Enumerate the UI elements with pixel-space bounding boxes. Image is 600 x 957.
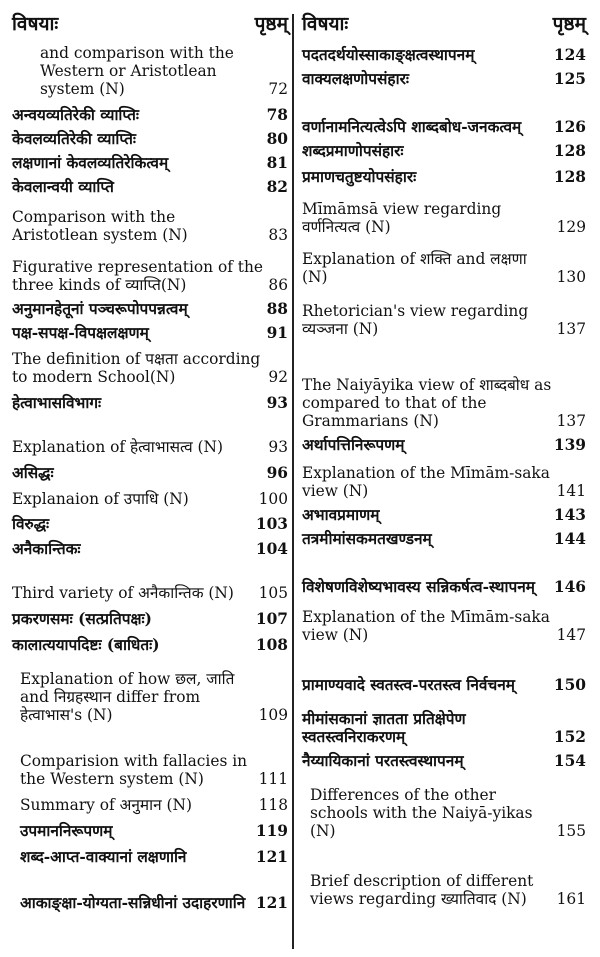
entry-page: 111 [258, 770, 288, 788]
entry-title: Comparision with fallacies in the Western system (N) [20, 752, 248, 788]
entry-page: 93 [268, 438, 288, 456]
entry-page: 124 [553, 46, 586, 64]
toc-entry [302, 840, 586, 908]
entry-page: 143 [553, 506, 586, 524]
entry-page: 150 [553, 676, 586, 694]
entry-page: 107 [255, 610, 288, 628]
entry-title: केवलान्वयी व्याप्ति [12, 178, 114, 196]
contents-column-left [12, 10, 288, 912]
toc-entry [302, 64, 586, 88]
entry-page: 147 [556, 626, 586, 644]
entry-page: 144 [553, 530, 586, 548]
entry-title: and comparison with the Western or Aristotlean system (N) [40, 44, 234, 98]
entry-page: 137 [556, 320, 586, 338]
entry-title: अनुमानहेतूनां पञ्चरूपोपपन्नत्वम् [12, 300, 188, 318]
entry-title: Brief description of different views regarding ख्यातिवाद (N) [310, 872, 534, 908]
toc-entry [302, 186, 586, 236]
toc-entry [12, 654, 288, 724]
entry-page: 105 [258, 584, 288, 602]
entry-title: कालात्ययापदिष्टः (बाधितः) [12, 636, 160, 654]
entry-title: लक्षणानां केवलव्यतिरेकित्वम् [12, 154, 169, 172]
entry-title: Explanaion of उपाधि (N) [12, 490, 189, 508]
entry-title: Mīmāmsā view regarding वर्णनित्यत्व (N) [302, 200, 502, 236]
contents-column-right [302, 10, 586, 908]
entry-page: 86 [268, 276, 288, 294]
entry-page: 83 [268, 226, 288, 244]
header-page: पृष्ठम् [552, 13, 586, 35]
entry-title: वर्णानामनित्यत्वेऽपि शाब्दबोध-जनकत्वम् [302, 118, 522, 136]
toc-entry [12, 124, 288, 148]
entry-title: अनैकान्तिकः [12, 540, 81, 558]
entry-title: Third variety of अनैकान्तिक (N) [12, 584, 234, 602]
entry-page: 72 [268, 80, 288, 98]
entry-page: 109 [258, 706, 288, 724]
entry-title: शब्दप्रमाणोपसंहारः [302, 142, 404, 160]
toc-entry [302, 770, 586, 840]
toc-entry [12, 172, 288, 196]
entry-title: पदतदर्थयोस्साकाङ्क्षत्वस्थापनम् [302, 46, 475, 64]
entry-title: केवलव्यतिरेकी व्याप्तिः [12, 130, 137, 148]
toc-entry [12, 840, 288, 866]
entry-title: विशेषणविशेष्यभावस्य सन्निकर्षत्व-स्थापनम् [302, 578, 535, 596]
entry-page: 104 [255, 540, 288, 558]
entry-title: Explanation of how छल, जाति and निग्रहस्थान differ from हेत्वाभास's (N) [20, 670, 235, 724]
entry-page: 128 [553, 168, 586, 186]
entry-page: 80 [266, 130, 288, 148]
entry-page: 129 [556, 218, 586, 236]
entry-page: 141 [556, 482, 586, 500]
entry-page: 121 [255, 848, 288, 866]
entry-page: 155 [556, 822, 586, 840]
entry-title: आकाङ्क्षा-योग्यता-सन्निधीनां उदाहरणानि [20, 894, 246, 912]
entry-title: Explanation of the Mīmām-saka view (N) [302, 464, 550, 500]
toc-entry [12, 814, 288, 840]
toc-entry [302, 500, 586, 524]
entry-page: 103 [255, 515, 288, 533]
toc-entry [302, 40, 586, 64]
entry-page: 96 [266, 464, 288, 482]
entry-page: 93 [266, 394, 288, 412]
toc-entry [12, 148, 288, 172]
entry-title: The Naiyāyika view of शाब्दबोध as compared to that of the Grammarians (N) [302, 376, 552, 430]
entry-page: 130 [556, 268, 586, 286]
toc-entry [12, 724, 288, 788]
toc-entry [12, 533, 288, 558]
entry-title: अर्थापत्तिनिरूपणम् [302, 436, 405, 454]
entry-title: The definition of पक्षता according to modern School(N) [12, 350, 261, 386]
entry-page: 139 [553, 436, 586, 454]
entry-title: Figurative representation of the three kinds of व्याप्ति(N) [12, 258, 263, 294]
entry-page: 108 [255, 636, 288, 654]
entry-page: 82 [266, 178, 288, 196]
toc-entry [12, 98, 288, 124]
toc-entry [12, 558, 288, 602]
toc-entry [302, 338, 586, 430]
entry-page: 92 [268, 368, 288, 386]
toc-entry [12, 628, 288, 654]
toc-entry [302, 524, 586, 548]
column-header [302, 10, 586, 40]
toc-entry [302, 596, 586, 644]
entry-page: 128 [553, 142, 586, 160]
toc-entry [12, 866, 288, 912]
entry-page: 81 [266, 154, 288, 172]
entry-page: 161 [556, 890, 586, 908]
toc-entry [302, 644, 586, 694]
toc-entry [12, 244, 288, 294]
toc-entry [12, 40, 288, 98]
column-divider [292, 14, 294, 949]
entry-title: अन्वयव्यतिरेकी व्याप्तिः [12, 106, 140, 124]
entry-title: प्रमाणचतुष्टयोपसंहारः [302, 168, 417, 186]
entry-page: 125 [553, 70, 586, 88]
entry-title: अभावप्रमाणम् [302, 506, 380, 524]
entry-page: 118 [258, 796, 288, 814]
entry-title: नैय्यायिकानां परतस्त्वस्थापनम् [302, 752, 464, 770]
entry-title: Differences of the other schools with the Naiyā-yikas (N) [310, 786, 533, 840]
entry-title: असिद्धः [12, 464, 54, 482]
toc-entry [302, 136, 586, 160]
entry-title: वाक्यलक्षणोपसंहारः [302, 70, 409, 88]
entry-title: Comparison with the Aristotlean system (N) [12, 208, 188, 244]
toc-entry [12, 196, 288, 244]
toc-entry [302, 160, 586, 186]
entry-page: 119 [255, 822, 288, 840]
entry-title: पक्ष-सपक्ष-विपक्षलक्षणम् [12, 324, 149, 342]
toc-entry [12, 508, 288, 533]
entry-title: मीमांसकानां ज्ञातता प्रतिक्षेपेण स्वतस्त्वनिराकरणम् [302, 710, 466, 746]
header-subject: विषयाः [302, 13, 349, 35]
entry-page: 146 [553, 578, 586, 596]
toc-entry [302, 746, 586, 770]
toc-entry [12, 386, 288, 412]
entry-page: 88 [266, 300, 288, 318]
entry-page: 126 [553, 118, 586, 136]
entry-title: विरुद्धः [12, 515, 50, 533]
entry-title: Explanation of हेत्वाभासत्व (N) [12, 438, 223, 456]
entry-page: 91 [266, 324, 288, 342]
toc-entry [302, 430, 586, 454]
entry-title: प्रामाण्यवादे स्वतस्त्व-परतस्त्व निर्वचनम् [302, 676, 515, 694]
entry-title: प्रकरणसमः (सत्प्रतिपक्षः) [12, 610, 152, 628]
header-page: पृष्ठम् [254, 13, 288, 35]
entry-title: तत्रमीमांसकमतखण्डनम् [302, 530, 432, 548]
entry-title: Rhetorician's view regarding व्यञ्जना (N) [302, 302, 529, 338]
toc-entry [302, 88, 586, 136]
toc-entry [302, 454, 586, 500]
toc-entry [12, 412, 288, 456]
entry-title: Summary of अनुमान (N) [20, 796, 193, 814]
column-header [12, 10, 288, 40]
toc-entry [12, 318, 288, 342]
entry-page: 152 [553, 728, 586, 746]
toc-entry [12, 456, 288, 482]
header-subject: विषयाः [12, 13, 59, 35]
entry-title: शब्द-आप्त-वाक्यानां लक्षणानि [20, 848, 187, 866]
entry-page: 100 [258, 490, 288, 508]
entry-title: Explanation of शक्ति and लक्षणा (N) [302, 250, 527, 286]
toc-entry [302, 548, 586, 596]
entry-title: उपमाननिरूपणम् [20, 822, 113, 840]
toc-entry [302, 236, 586, 286]
toc-entry [12, 788, 288, 814]
entry-page: 154 [553, 752, 586, 770]
entry-page: 137 [556, 412, 586, 430]
entry-page: 78 [266, 106, 288, 124]
entry-title: Explanation of the Mīmām-saka view (N) [302, 608, 550, 644]
entry-title: हेत्वाभासविभागः [12, 394, 102, 412]
toc-entry [12, 294, 288, 318]
entry-page: 121 [255, 894, 288, 912]
toc-entry [302, 694, 586, 746]
toc-entry [12, 602, 288, 628]
toc-entry [12, 342, 288, 386]
toc-entry [302, 286, 586, 338]
toc-entry [12, 482, 288, 508]
